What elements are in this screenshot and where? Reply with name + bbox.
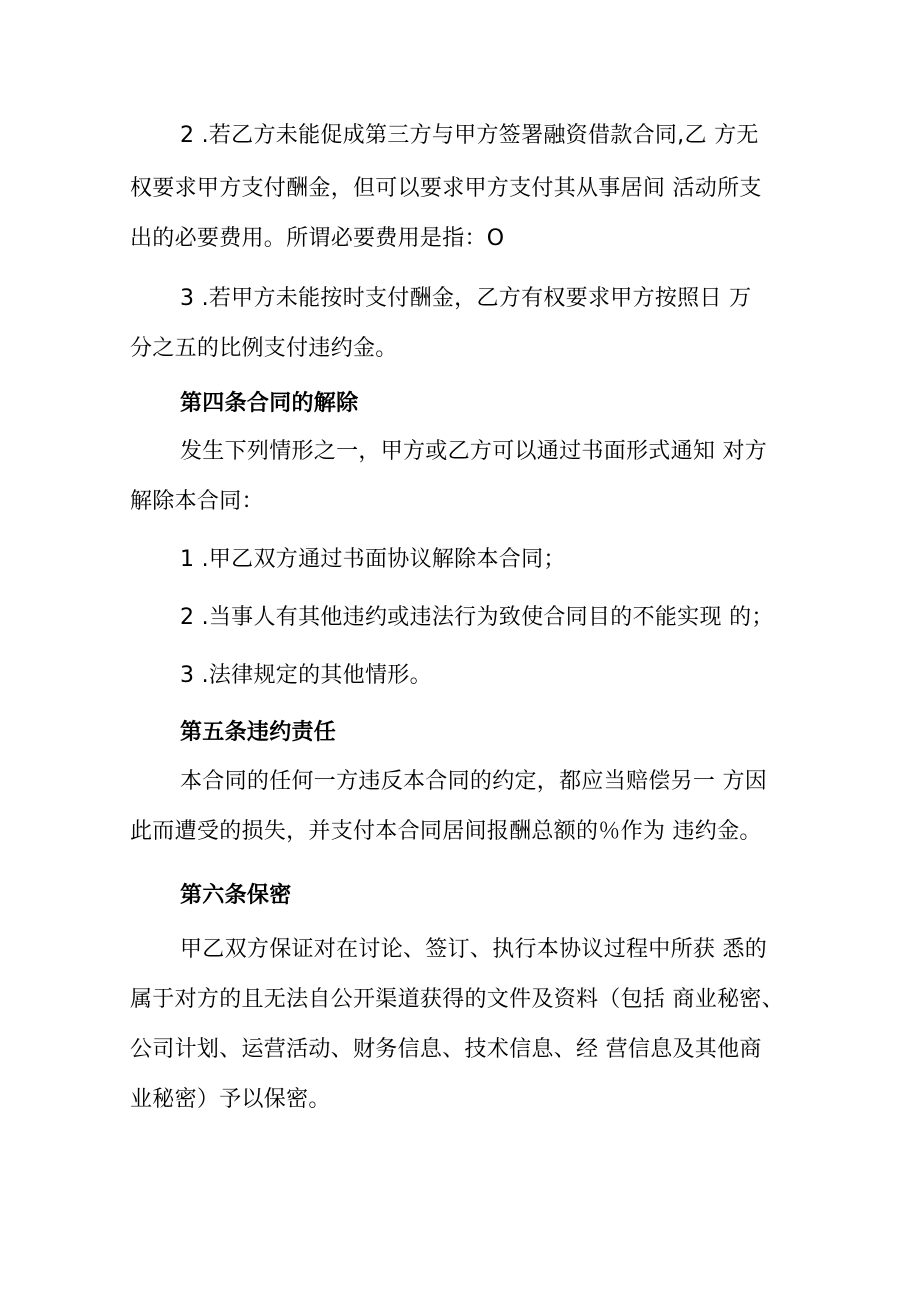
article-5-line-1: 本合同的任何一方违反本合同的约定，都应当赔偿另一 方因 — [180, 769, 768, 794]
article-4-intro-line-2: 解除本合同： — [130, 489, 264, 514]
clause-2-line-2: 权要求甲方支付酬金，但可以要求甲方支付其从事居间 活动所支 — [130, 176, 762, 201]
article-5-heading: 第五条违约责任 — [180, 720, 337, 745]
clause-3-line-2: 分之五的比例支付违约金。 — [130, 336, 398, 361]
article-4-item-2: 2 .当事人有其他违约或违法行为致使合同目的不能实现 的； — [180, 605, 774, 630]
article-6-line-3: 公司计划、运营活动、财务信息、技术信息、经 营信息及其他商 — [130, 1037, 762, 1062]
clause-2-line-3: 出的必要费用。所谓必要费用是指：O — [130, 226, 505, 251]
article-4-item-3: 3 .法律规定的其他情形。 — [180, 663, 432, 688]
article-4-heading: 第四条合同的解除 — [180, 391, 359, 416]
clause-2-line-1: 2 .若乙方未能促成第三方与甲方签署融资借款合同,乙 方无 — [180, 123, 759, 148]
article-6-line-2: 属于对方的且无法自公开渠道获得的文件及资料（包括 商业秘密、 — [130, 987, 784, 1012]
article-6-heading: 第六条保密 — [180, 883, 292, 908]
clause-3-line-1: 3 .若甲方未能按时支付酬金，乙方有权要求甲方按照日 万 — [180, 286, 752, 311]
article-6-line-1: 甲乙双方保证对在讨论、签订、执行本协议过程中所获 悉的 — [180, 937, 768, 962]
article-4-intro-line-1: 发生下列情形之一，甲方或乙方可以通过书面形式通知 对方 — [180, 439, 768, 464]
article-5-line-2: 此而遭受的损失，并支付本合同居间报酬总额的％作为 违约金。 — [130, 819, 762, 844]
article-4-item-1: 1 .甲乙双方通过书面协议解除本合同； — [180, 547, 566, 572]
article-6-line-4: 业秘密）予以保密。 — [130, 1087, 331, 1112]
